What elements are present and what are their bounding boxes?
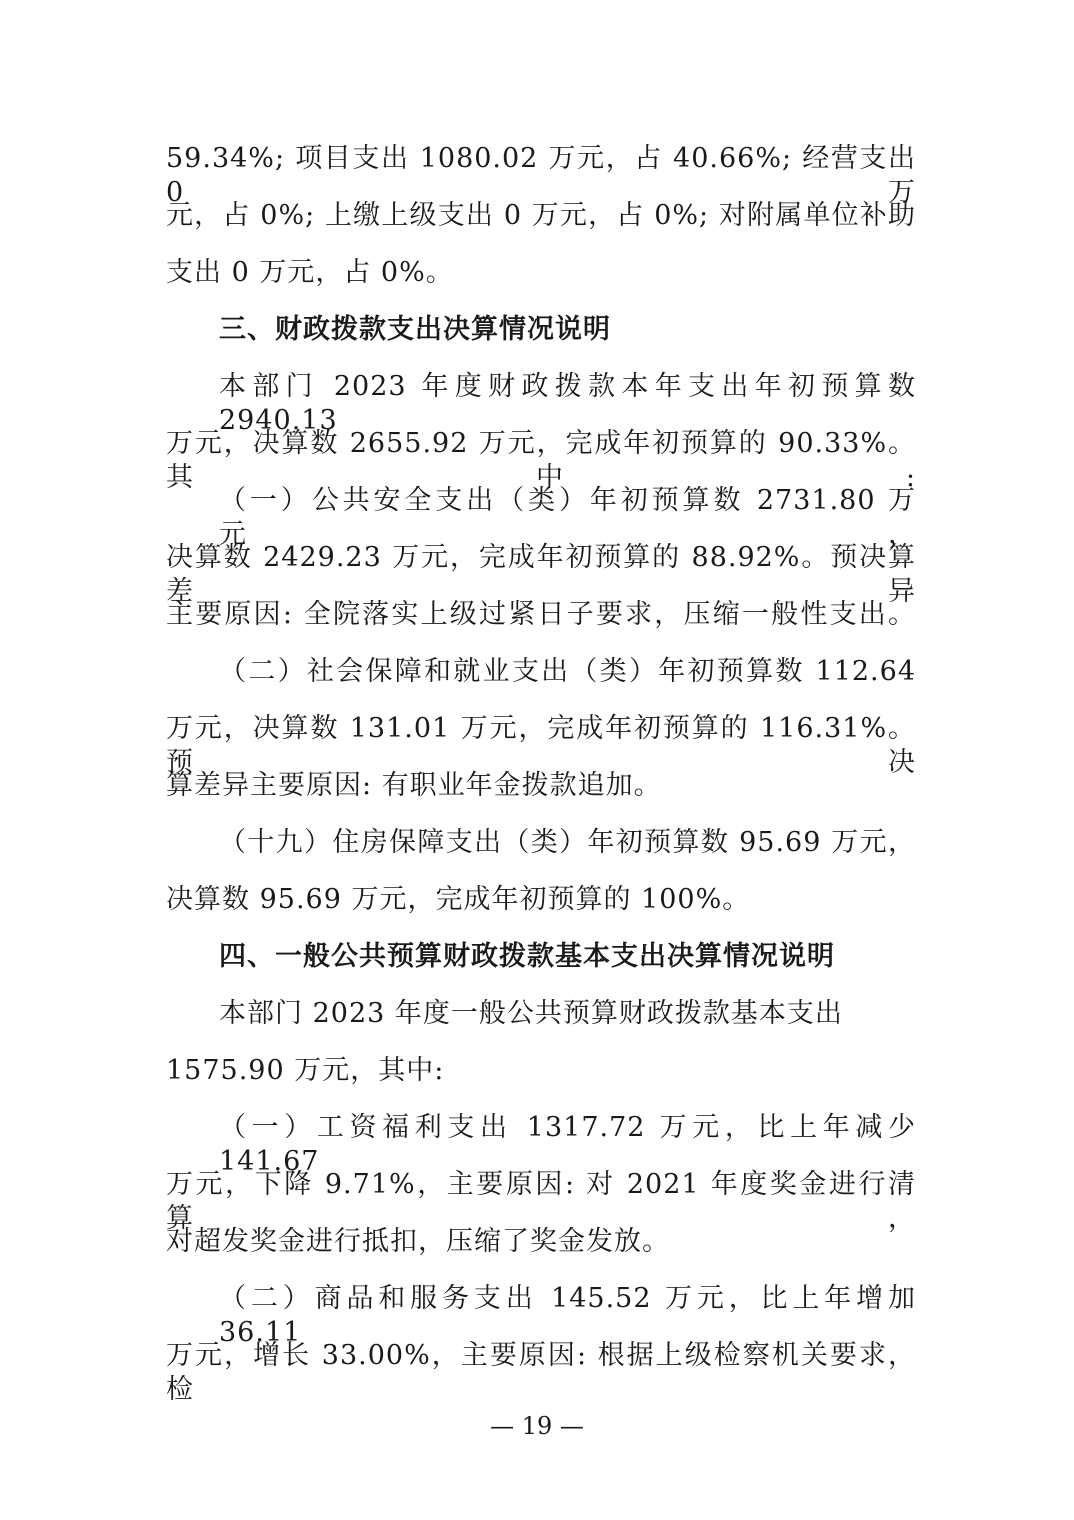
body-line: （一）公共安全支出（类）年初预算数 2731.80 万元， bbox=[219, 485, 916, 550]
body-line: 万元，下降 9.71%，主要原因: 对 2021 年度奖金进行清算， bbox=[166, 1169, 916, 1234]
body-line: （十九）住房保障支出（类）年初预算数 95.69 万元， bbox=[219, 827, 916, 858]
body-line: 算差异主要原因: 有职业年金拨款追加。 bbox=[166, 770, 662, 801]
body-line: 万元，决算数 2655.92 万元，完成年初预算的 90.33%。其中: bbox=[166, 428, 916, 493]
body-line: （二）商品和服务支出 145.52 万元，比上年增加 36.11 bbox=[219, 1283, 916, 1348]
body-line: （二）社会保障和就业支出（类）年初预算数 112.64 bbox=[219, 656, 916, 687]
body-line: （一）工资福利支出 1317.72 万元，比上年减少 141.67 bbox=[219, 1112, 916, 1177]
body-line: 决算数 95.69 万元，完成年初预算的 100%。 bbox=[166, 884, 751, 915]
body-line: 支出 0 万元，占 0%。 bbox=[166, 257, 454, 288]
body-line: 主要原因: 全院落实上级过紧日子要求，压缩一般性支出。 bbox=[166, 599, 916, 630]
section-heading-4: 四、一般公共预算财政拨款基本支出决算情况说明 bbox=[219, 941, 835, 972]
body-line: 本部门 2023 年度财政拨款本年支出年初预算数 2940.13 bbox=[219, 371, 916, 436]
section-heading-3: 三、财政拨款支出决算情况说明 bbox=[219, 314, 611, 345]
body-line: 1575.90 万元，其中: bbox=[166, 1055, 445, 1086]
body-line: 59.34%; 项目支出 1080.02 万元，占 40.66%; 经营支出 0 万 bbox=[166, 143, 916, 208]
body-line: 决算数 2429.23 万元，完成年初预算的 88.92%。预决算差异 bbox=[166, 542, 916, 607]
body-line: 元，占 0%; 上缴上级支出 0 万元，占 0%; 对附属单位补助 bbox=[166, 200, 916, 231]
page-number: — 19 — bbox=[490, 1412, 584, 1440]
body-line: 万元，增长 33.00%，主要原因: 根据上级检察机关要求，检 bbox=[166, 1340, 916, 1405]
body-line: 对超发奖金进行抵扣，压缩了奖金发放。 bbox=[166, 1226, 670, 1257]
body-line: 本部门 2023 年度一般公共预算财政拨款基本支出 bbox=[219, 998, 843, 1029]
body-line: 万元，决算数 131.01 万元，完成年初预算的 116.31%。预决 bbox=[166, 713, 916, 778]
